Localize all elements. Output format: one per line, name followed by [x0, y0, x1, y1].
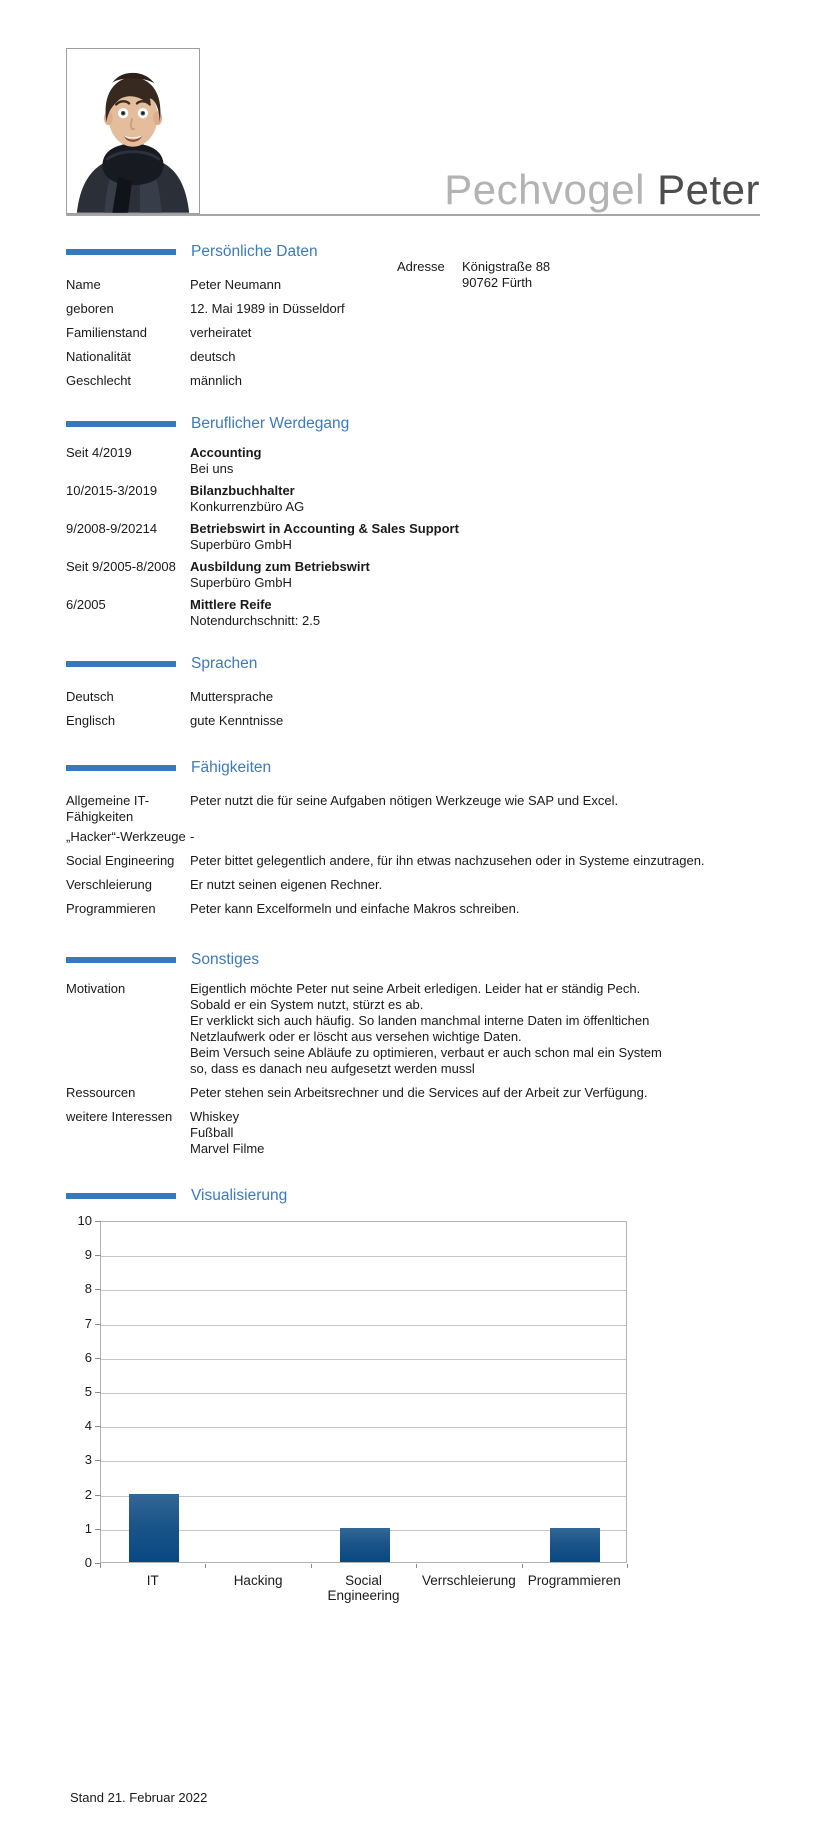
- section-title: Sonstiges: [191, 951, 260, 968]
- career-period: 9/2008-9/20214: [66, 521, 158, 536]
- career-entry: [66, 559, 760, 591]
- row-label: weitere Interessen: [66, 1109, 173, 1124]
- row-label: Allgemeine IT-Fähigkeiten: [66, 793, 150, 824]
- section-title: Persönliche Daten: [191, 243, 318, 260]
- photo-frame: [66, 48, 200, 214]
- row-value: Peter nutzt die für seine Aufgaben nötigen Werkzeuge wie SAP und Excel.: [190, 793, 619, 808]
- value-line: so, dass es danach neu aufgesetzt werden mussl: [190, 1061, 475, 1076]
- y-axis-tick: [95, 1495, 101, 1496]
- career-entry: [66, 483, 760, 515]
- section-misc: [66, 951, 760, 1157]
- gridline: [101, 1290, 626, 1291]
- value-line: Fußball: [190, 1125, 234, 1140]
- y-axis-tick-label: 3: [84, 1452, 92, 1468]
- table-row: [66, 297, 760, 321]
- section-heading: [66, 1187, 760, 1205]
- heading-accent-bar: [66, 249, 176, 255]
- first-name: Peter: [657, 166, 760, 213]
- x-axis-tick: [100, 1564, 101, 1568]
- section-heading: [66, 951, 760, 969]
- language-rows: [66, 685, 760, 733]
- y-axis-tick-label: 2: [84, 1486, 92, 1502]
- value-line: Sobald er ein System nutzt, stürzt es ab.: [190, 997, 424, 1012]
- gridline: [101, 1427, 626, 1428]
- section-heading: [66, 415, 760, 433]
- table-row: [66, 897, 760, 921]
- y-axis-tick-label: 6: [84, 1349, 92, 1365]
- row-label: Geschlecht: [66, 373, 132, 388]
- value-line: Er verklickt sich auch häufig. So landen manchmal interne Daten im öffenltichen: [190, 1013, 650, 1028]
- row-value: Muttersprache: [190, 689, 274, 704]
- y-axis-tick-label: 7: [84, 1315, 92, 1331]
- gridline: [101, 1496, 626, 1497]
- y-axis-tick-label: 10: [77, 1213, 92, 1228]
- table-row: [66, 709, 760, 733]
- table-row: [66, 825, 760, 849]
- row-label: Familienstand: [66, 325, 147, 340]
- row-label: Social Engineering: [66, 853, 175, 868]
- row-value: Er nutzt seinen eigenen Rechner.: [190, 877, 383, 892]
- table-row: [66, 789, 760, 825]
- section-career: [66, 415, 760, 629]
- table-row: [66, 345, 760, 369]
- career-detail: [190, 445, 262, 477]
- misc-entry: [66, 1109, 760, 1157]
- row-label: Englisch: [66, 713, 116, 728]
- address-value: [462, 259, 550, 291]
- row-value: deutsch: [190, 349, 236, 364]
- section-personal-data: [66, 243, 760, 393]
- row-value-lines: [190, 1085, 647, 1101]
- section-heading: [66, 759, 760, 777]
- misc-entry: [66, 1085, 760, 1101]
- career-detail: [190, 597, 320, 629]
- header: [0, 0, 826, 216]
- value-line: Netzlaufwerk oder er löscht aus versehen wichtige Daten.: [190, 1029, 522, 1044]
- row-label: Deutsch: [66, 689, 114, 704]
- header-divider: [66, 214, 760, 216]
- career-entry: [66, 597, 760, 629]
- section-title: Sprachen: [191, 655, 258, 672]
- y-axis-tick-label: 9: [84, 1247, 92, 1263]
- value-line: Beim Versuch seine Abläufe zu optimieren, verbaut er auch schon mal ein System: [190, 1045, 662, 1060]
- career-period: Seit 9/2005-8/2008: [66, 559, 176, 574]
- career-role: Ausbildung zum Betriebswirt: [190, 559, 370, 574]
- x-axis-tick: [627, 1564, 628, 1568]
- career-detail: [190, 559, 370, 591]
- bar-it: [129, 1494, 179, 1562]
- y-axis-tick: [95, 1324, 101, 1325]
- section-heading: [66, 655, 760, 673]
- value-line: Eigentlich möchte Peter nut seine Arbeit erledigen. Leider hat er ständig Pech.: [190, 981, 641, 996]
- x-axis-category-label: Verrschleierung: [421, 1573, 516, 1588]
- gridline: [101, 1359, 626, 1360]
- career-role: Betriebswirt in Accounting & Sales Support: [190, 521, 459, 536]
- career-entry: [66, 521, 760, 553]
- y-axis-tick-label: 4: [84, 1418, 92, 1434]
- career-period: Seit 4/2019: [66, 445, 132, 460]
- row-value-lines: [190, 1109, 264, 1157]
- x-axis-category-label: IT: [146, 1573, 159, 1588]
- section-visualization: [66, 1187, 760, 1603]
- y-axis-tick-label: 5: [84, 1384, 92, 1399]
- y-axis-tick: [95, 1392, 101, 1393]
- content: [0, 243, 826, 1603]
- y-axis-tick-label: 1: [84, 1520, 92, 1536]
- career-period: 10/2015-3/2019: [66, 483, 158, 498]
- section-title: Visualisierung: [191, 1187, 288, 1204]
- x-axis-category-label: Social Engineering: [327, 1573, 400, 1603]
- row-value: männlich: [190, 373, 243, 388]
- x-axis-tick: [205, 1564, 206, 1568]
- row-value: -: [190, 829, 195, 844]
- gridline: [101, 1461, 626, 1462]
- address-line: Königstraße 88: [462, 259, 551, 274]
- row-value: Peter Neumann: [190, 277, 282, 292]
- heading-accent-bar: [66, 661, 176, 667]
- row-value: Peter kann Excelformeln und einfache Makros schreiben.: [190, 901, 520, 916]
- skill-rows: [66, 789, 760, 921]
- table-row: [66, 873, 760, 897]
- section-languages: [66, 655, 760, 733]
- y-axis-tick: [95, 1255, 101, 1256]
- row-value: Peter bittet gelegentlich andere, für ihn etwas nachzusehen oder in Systeme einzutragen.: [190, 853, 705, 868]
- x-axis-tick: [522, 1564, 523, 1568]
- row-label: Verschleierung: [66, 877, 152, 892]
- portrait-photo: [67, 49, 199, 213]
- bar-social-engineering: [340, 1528, 390, 1562]
- y-axis-tick: [95, 1221, 101, 1222]
- career-detail: [190, 483, 304, 515]
- value-line: Peter stehen sein Arbeitsrechner und die Services auf der Arbeit zur Verfügung.: [190, 1085, 648, 1100]
- value-line: Marvel Filme: [190, 1141, 265, 1156]
- row-value: verheiratet: [190, 325, 252, 340]
- heading-accent-bar: [66, 1193, 176, 1199]
- personal-rows: [66, 273, 760, 393]
- bar-programmieren: [550, 1528, 600, 1562]
- x-axis-category-label: Hacking: [233, 1573, 283, 1588]
- address-block: [397, 259, 550, 291]
- y-axis-tick: [95, 1529, 101, 1530]
- skills-bar-chart: [66, 1213, 726, 1603]
- heading-accent-bar: [66, 957, 176, 963]
- gridline: [101, 1325, 626, 1326]
- career-organisation: Superbüro GmbH: [190, 575, 292, 590]
- row-label: „Hacker“-Werkzeuge: [66, 829, 186, 844]
- career-organisation: Notendurchschnitt: 2.5: [190, 613, 321, 628]
- career-period: 6/2005: [66, 597, 106, 612]
- heading-accent-bar: [66, 765, 176, 771]
- row-label: Name: [66, 277, 101, 292]
- row-label: Nationalität: [66, 349, 132, 364]
- x-axis-category-label: Programmieren: [527, 1573, 621, 1588]
- last-name: Pechvogel: [444, 166, 645, 213]
- row-value: 12. Mai 1989 in Düsseldorf: [190, 301, 345, 316]
- table-row: [66, 685, 760, 709]
- table-row: [66, 849, 760, 873]
- row-value-lines: [190, 981, 662, 1077]
- row-label: Ressourcen: [66, 1085, 136, 1100]
- career-detail: [190, 521, 459, 553]
- gridline: [101, 1256, 626, 1257]
- address-line: 90762 Fürth: [462, 275, 533, 290]
- career-role: Bilanzbuchhalter: [190, 483, 295, 498]
- career-organisation: Konkurrenzbüro AG: [190, 499, 305, 514]
- table-row: [66, 369, 760, 393]
- career-entry: [66, 445, 760, 477]
- row-label: Motivation: [66, 981, 126, 996]
- heading-accent-bar: [66, 421, 176, 427]
- section-title: Beruflicher Werdegang: [191, 415, 350, 432]
- career-rows: [66, 445, 760, 629]
- chart-plot-area: [100, 1221, 627, 1563]
- misc-rows: [66, 981, 760, 1157]
- career-organisation: Bei uns: [190, 461, 234, 476]
- row-value: gute Kenntnisse: [190, 713, 284, 728]
- footer-date: Stand 21. Februar 2022: [70, 1790, 208, 1805]
- value-line: Whiskey: [190, 1109, 240, 1124]
- section-skills: [66, 759, 760, 921]
- page-title: [444, 166, 760, 213]
- section-title: Fähigkeiten: [191, 759, 272, 776]
- y-axis-tick-label: 0: [84, 1555, 92, 1570]
- row-label: Programmieren: [66, 901, 156, 916]
- career-role: Accounting: [190, 445, 262, 460]
- y-axis-tick: [95, 1358, 101, 1359]
- x-axis-tick: [416, 1564, 417, 1568]
- row-label: geboren: [66, 301, 114, 316]
- career-role: Mittlere Reife: [190, 597, 272, 612]
- y-axis-tick: [95, 1426, 101, 1427]
- y-axis-tick: [95, 1289, 101, 1290]
- career-organisation: Superbüro GmbH: [190, 537, 292, 552]
- misc-entry: [66, 981, 760, 1077]
- address-label: Adresse: [397, 259, 445, 274]
- y-axis-tick-label: 8: [84, 1281, 92, 1297]
- gridline: [101, 1393, 626, 1394]
- x-axis-tick: [311, 1564, 312, 1568]
- y-axis-tick: [95, 1460, 101, 1461]
- table-row: [66, 321, 760, 345]
